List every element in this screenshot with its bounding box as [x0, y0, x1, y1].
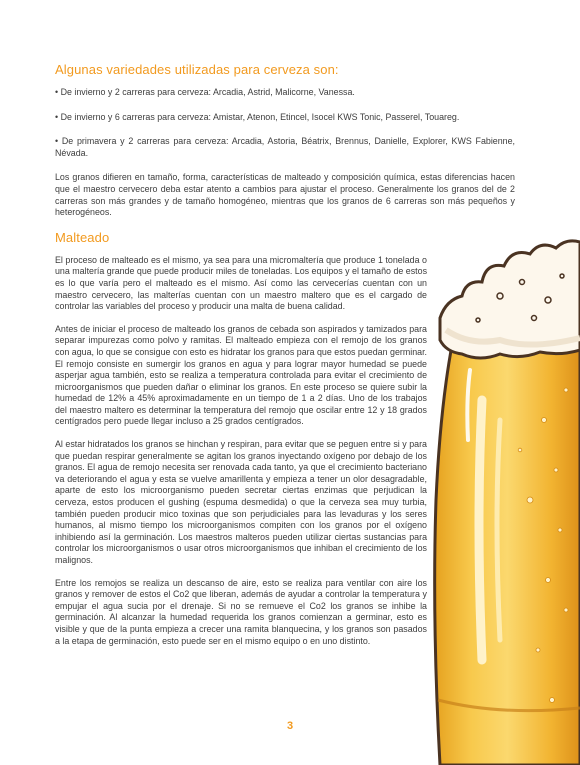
varieties-paragraph: Los granos difieren en tamaño, forma, características de malteado y composición química, estas diferencias hacen que el maestro cervecero deba estar atento a cambios para ajustar el proceso. Generalmente los granos del de 2 carreras son más grandes y de tamaño homogéneo, mientras que los granos de 6 carreras son más pequeños y heterogéneos. [55, 172, 515, 218]
malteado-paragraph: Entre los remojos se realiza un descanso de aire, esto se realiza para ventilar con aire los granos y remover de estos el Co2 que liberan, además de ayudar a controlar la temperatura y empujar el agua sucia por el drenaje. Si no se remueve el Co2 los granos se inhibe la germinación. Al alcanzar la humedad requerida los granos comienzan a germinar, esto es visible y que de la punta empieza a crecer una ramita blanquecina, y los granos son pasados a la etapa de germinación, esto puede ser en el mismo equipo o en uno distinto. [55, 577, 427, 646]
malteado-paragraph: Antes de iniciar el proceso de malteado los granos de cebada son aspirados y tamizados para separar impurezas como polvo y ramitas. El malteado empieza con el remojo de los granos con agua, lo que se consigue con esto es hidratar los granos para que estos puedan germinar. El remojo consiste en sumergir los granos en agua y para lograr mayor humedad se puede asperjar agua también, esto se realiza a temperatura controlada para evitar el crecimiento de microorganismos que pueden dañar o eliminar los granos. En este proceso se quiere subir la humedad de 12% a 45% aproximadamente en un tiempo de 1 a 2 días. Uno de los trabajos del maestro maltero es determinar la temperatura del remojo que oscilar entre 12 y 18 grados centígrados pero puede llegar incluso a 25 grados centígrados. [55, 323, 428, 427]
section-heading-malteado: Malteado [55, 229, 110, 245]
malteado-paragraph: El proceso de malteado es el mismo, ya sea para una micromaltería que produce 1 tonelada o una maltería grande que puede producir miles de toneladas. Los equipos y el tamaño de estos es lo que varía pero el malteado es el mismo. Así como las cervecerías cuentan con un maestro cervecero, las malterías cuentan con un maestro maltero que es el cargado de controlar las variables del proceso y producir una malta de buena calidad. [55, 254, 428, 312]
page-number: 3 [286, 720, 294, 732]
main-content [55, 62, 515, 658]
malteado-body [55, 255, 427, 647]
variety-bullet: • De primavera y 2 carreras para cerveza: Arcadia, Astoria, Béatrix, Brennus, Danielle, Explorer, KWS Fabienne, Névada. [55, 136, 515, 158]
section-heading-varieties: Algunas variedades utilizadas para cerveza son: [55, 62, 339, 77]
variety-bullet: • De invierno y 2 carreras para cerveza: Arcadia, Astrid, Malicorne, Vanessa. [55, 87, 355, 97]
variety-bullet: • De invierno y 6 carreras para cerveza: Amistar, Atenon, Etincel, Isocel KWS Tonic, Passerel, Touareg. [55, 111, 460, 122]
malteado-paragraph: Al estar hidratados los granos se hinchan y respiran, para evitar que se peguen entre si y para que puedan respirar generalmente se agitan los granos inyectando oxígeno por debajo de los granos. El agua de remojo necesita ser renovada cada tanto, ya que el crecimiento bacteriano va deteriorando el agua y esta se vuelve amarillenta y empieza a tener un olor desagradable, aparte de esto los microorganismo pueden secretar ciertas enzimas que perjudican la cerveza, estos producen el gushing (espuma desmedida) o que la cerveza sea muy turbia, también pueden producir mico toxinas que son perjudiciales para las levaduras y los seres humanos, al mismo tiempo los microorganismos compiten con los granos por el oxígeno inhibiendo así la germinación. Los maestros malteros pueden utilizar ciertas sustancias para controlar los microorganismos o usar otros microorganismos que inhiban el crecimiento de los malignos. [55, 439, 427, 565]
